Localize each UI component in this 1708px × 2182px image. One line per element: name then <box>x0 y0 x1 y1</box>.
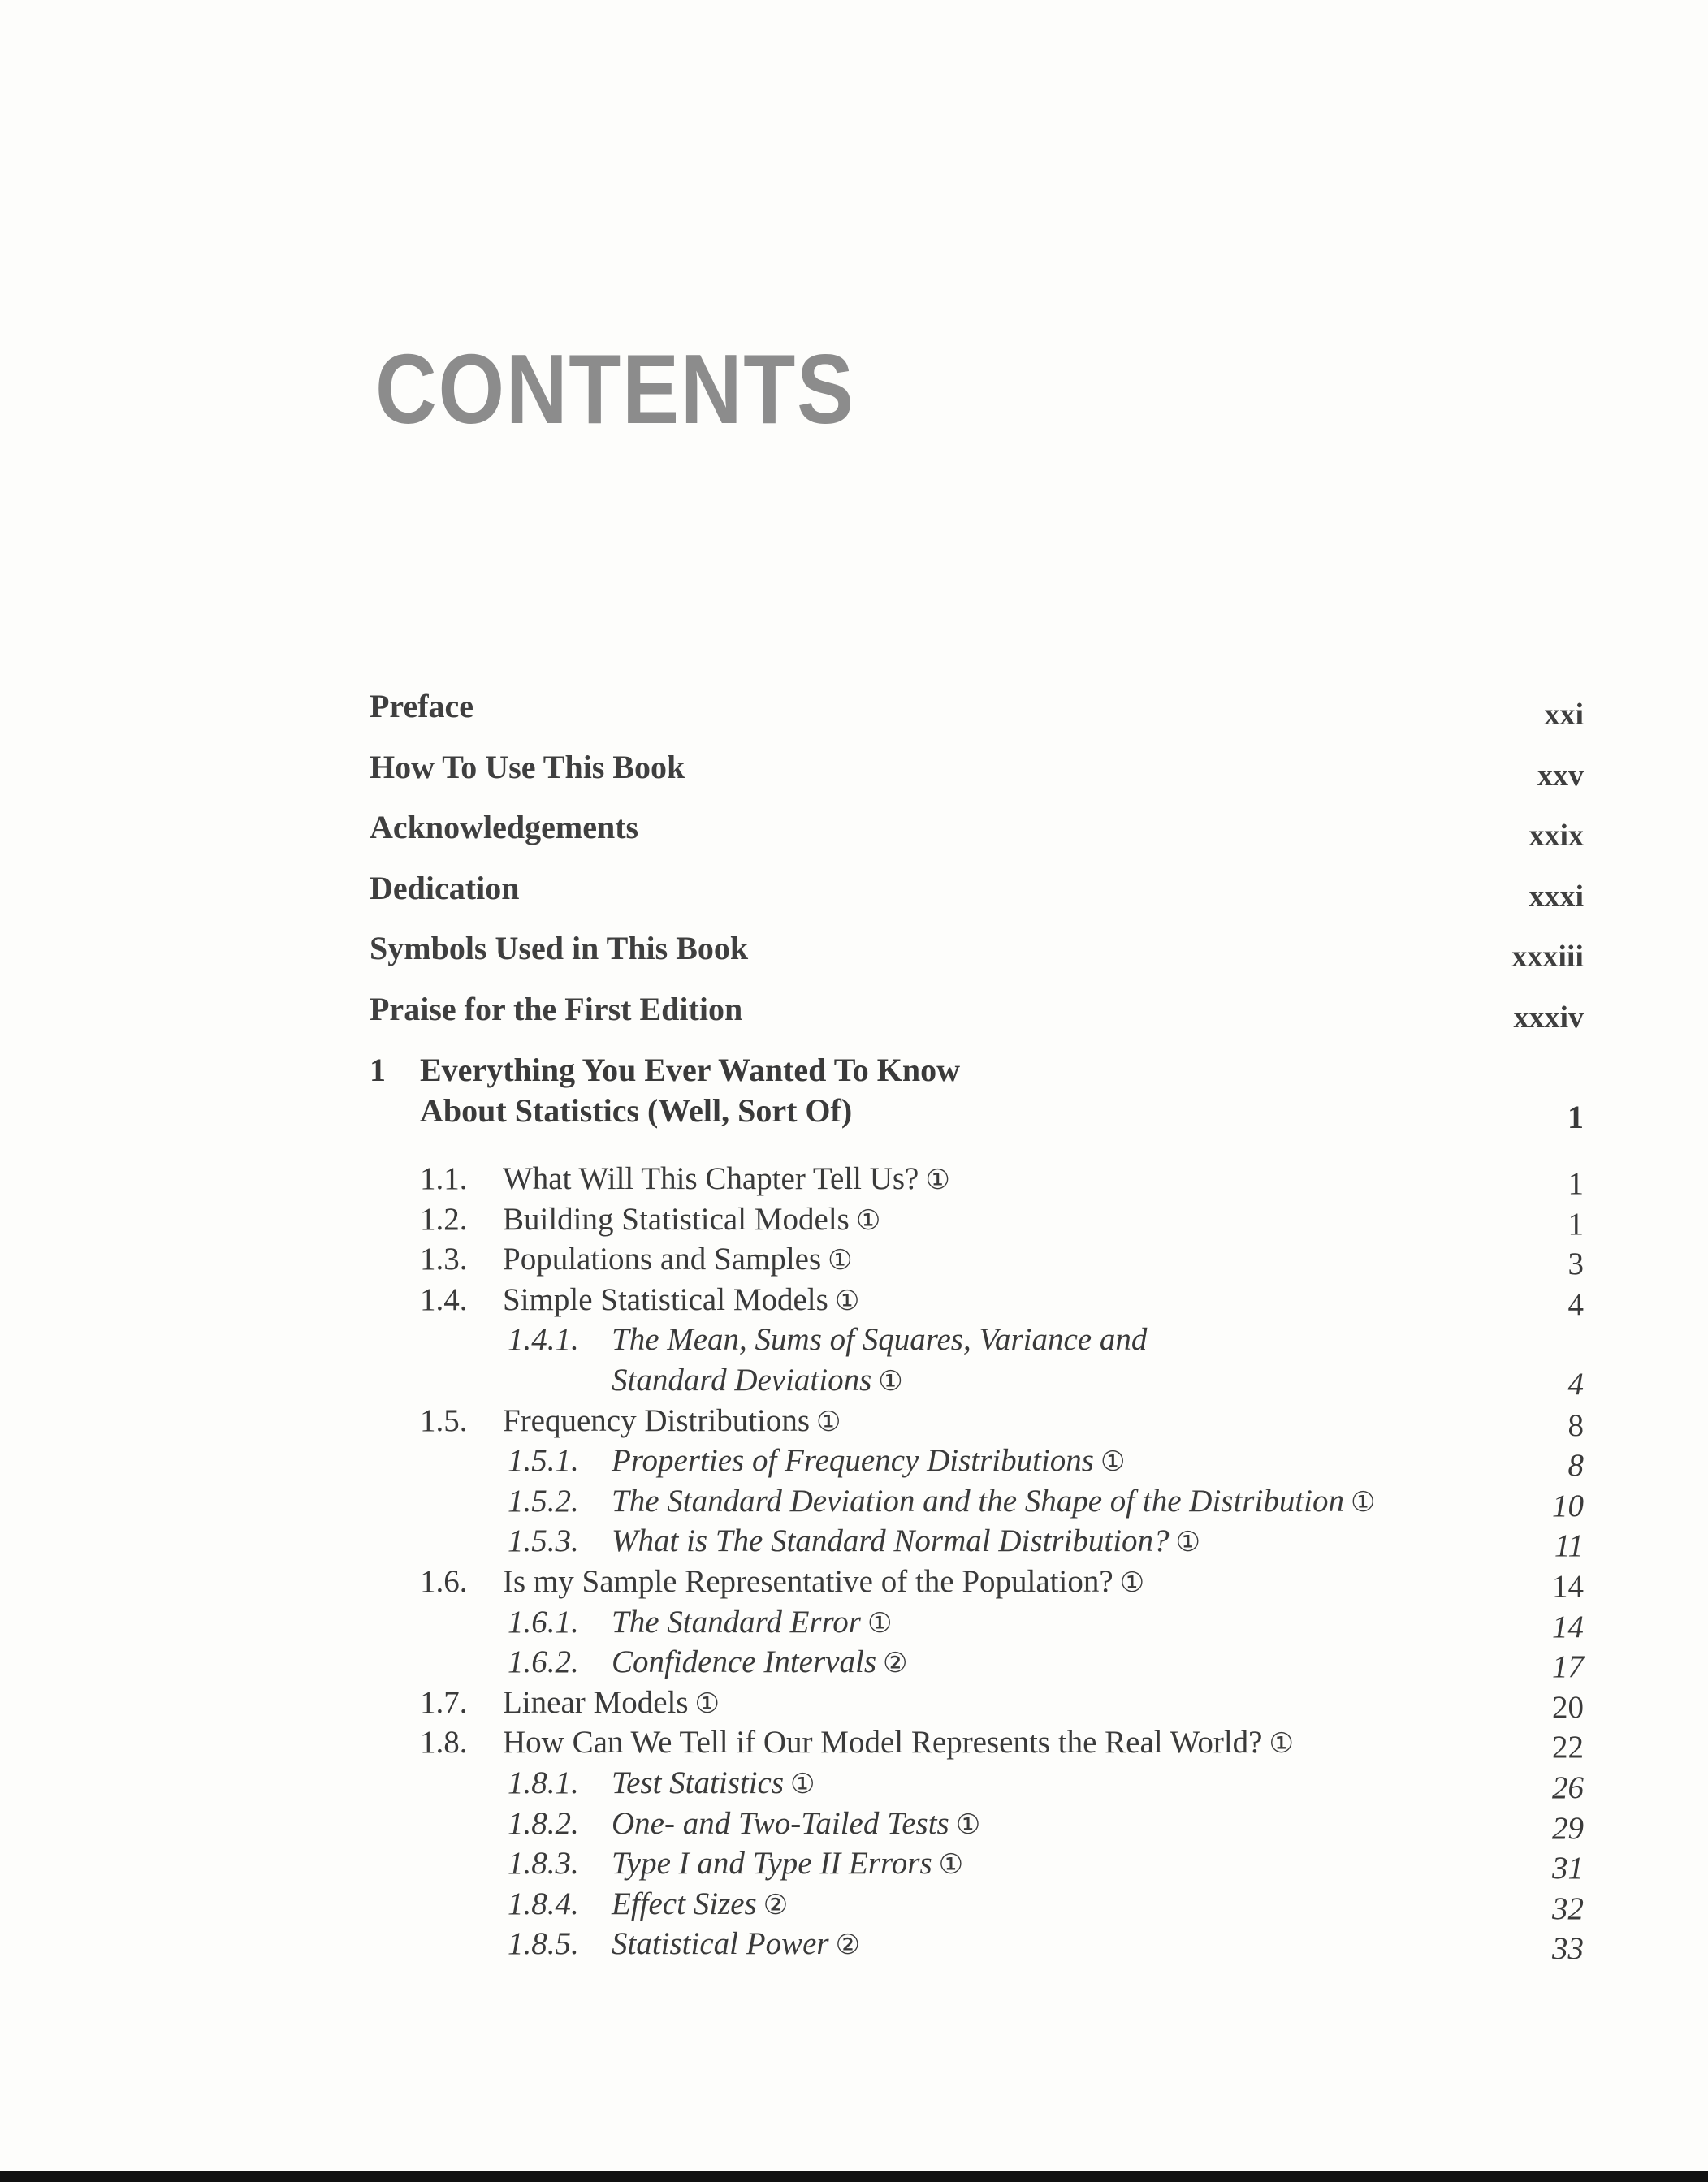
section-title <box>503 1199 1437 1242</box>
chapter-number: 1 <box>370 1052 386 1088</box>
section-title-text: Frequency Distributions <box>503 1402 811 1438</box>
subsection-title-text: Effect Sizes <box>612 1886 757 1921</box>
toc-section <box>370 1239 1584 1280</box>
toc-entry-acknowledgements <box>370 808 1584 869</box>
subsection-title-text: What is The Standard Normal Distribution? <box>612 1523 1170 1559</box>
toc-entry-symbols <box>370 929 1584 990</box>
difficulty-level-icon: ① <box>938 1850 964 1881</box>
subsection-page: 8 <box>1567 1448 1584 1484</box>
section-title-text: Is my Sample Representative of the Population? <box>503 1563 1113 1599</box>
section-page: 4 <box>1567 1286 1584 1322</box>
difficulty-level-icon: ② <box>835 1930 861 1961</box>
toc-entry-page: xxv <box>1537 758 1584 793</box>
toc-entry-page: xxxiv <box>1513 1000 1584 1035</box>
section-title-text: Simple Statistical Models <box>503 1281 828 1317</box>
toc-entry-title: Symbols Used in This Book <box>370 930 749 966</box>
section-title <box>503 1683 1437 1725</box>
subsection-title-text: Confidence Intervals <box>612 1644 876 1680</box>
toc-section <box>370 1401 1584 1441</box>
section-title <box>503 1562 1437 1604</box>
subsection-number: 1.8.1. <box>508 1765 579 1800</box>
subsection-title-text: Type I and Type II Errors <box>612 1846 932 1882</box>
toc-section <box>370 1199 1584 1240</box>
section-number: 1.8. <box>420 1725 468 1761</box>
toc-entry-title: Acknowledgements <box>370 809 639 845</box>
subsection-number: 1.5.3. <box>508 1523 579 1559</box>
subsection-page: 10 <box>1552 1488 1584 1523</box>
section-page: 1 <box>1567 1166 1584 1201</box>
toc-entry-page: xxix <box>1529 819 1584 853</box>
section-number: 1.3. <box>420 1242 468 1277</box>
subsection-title <box>612 1642 1546 1684</box>
subsection-title-text: Properties of Frequency Distributions <box>612 1443 1094 1479</box>
page-bottom-edge <box>0 2171 1708 2182</box>
subsection-title <box>612 1763 1546 1805</box>
toc-entry-page: xxxiii <box>1511 940 1584 974</box>
toc-subsection <box>370 1804 1584 1844</box>
subsection-title <box>612 1481 1546 1523</box>
toc-entry-page: xxxi <box>1529 879 1584 914</box>
chapter-title-line-1: Everything You Ever Wanted To Know <box>420 1052 960 1088</box>
difficulty-level-icon: ② <box>883 1648 908 1679</box>
section-number: 1.4. <box>420 1281 468 1317</box>
difficulty-level-icon: ① <box>816 1406 841 1437</box>
difficulty-level-icon: ① <box>1351 1487 1376 1518</box>
toc-subsection <box>370 1642 1584 1683</box>
section-number: 1.7. <box>420 1684 468 1720</box>
toc-entry-how-to-use <box>370 748 1584 809</box>
section-page: 22 <box>1552 1730 1584 1765</box>
toc-section <box>370 1722 1584 1763</box>
subsection-title <box>612 1843 1546 1886</box>
toc-subsection <box>370 1521 1584 1562</box>
toc-subsection <box>370 1481 1584 1522</box>
page-title: CONTENTS <box>375 334 855 444</box>
difficulty-level-icon: ① <box>955 1809 981 1840</box>
subsection-number: 1.8.4. <box>508 1886 579 1921</box>
difficulty-level-icon: ① <box>855 1205 881 1236</box>
section-number: 1.2. <box>420 1201 468 1237</box>
subsection-number: 1.5.2. <box>508 1483 579 1519</box>
subsection-title-line-1: The Mean, Sums of Squares, Variance and <box>612 1322 1148 1358</box>
subsection-title <box>612 1441 1546 1483</box>
difficulty-level-icon: ① <box>828 1246 853 1277</box>
toc-entry-dedication <box>370 869 1584 930</box>
chapter-title <box>420 1050 960 1131</box>
section-page: 3 <box>1567 1247 1584 1282</box>
toc-section <box>370 1280 1584 1320</box>
subsection-title-text: Test Statistics <box>612 1765 785 1800</box>
section-page: 14 <box>1552 1568 1584 1604</box>
subsection-title <box>612 1602 1546 1644</box>
section-number: 1.1. <box>420 1161 468 1196</box>
difficulty-level-icon: ① <box>1175 1527 1201 1558</box>
subsection-title <box>612 1320 1546 1402</box>
section-page: 8 <box>1567 1407 1584 1443</box>
section-title <box>503 1280 1437 1322</box>
toc-subsection <box>370 1924 1584 1967</box>
subsection-number: 1.8.5. <box>508 1926 579 1962</box>
toc-entry-title: Praise for the First Edition <box>370 990 743 1027</box>
difficulty-level-icon: ① <box>1119 1567 1145 1598</box>
subsection-title-text: Statistical Power <box>612 1926 829 1962</box>
difficulty-level-icon: ① <box>878 1366 903 1397</box>
subsection-number: 1.8.3. <box>508 1846 579 1882</box>
subsection-title-text: One- and Two-Tailed Tests <box>612 1805 949 1841</box>
toc-entry-title: Preface <box>370 688 474 724</box>
toc-subsection <box>370 1884 1584 1925</box>
toc-subsection <box>370 1843 1584 1884</box>
section-page: 1 <box>1567 1206 1584 1242</box>
subsection-page: 14 <box>1552 1609 1584 1644</box>
toc-entry-page: xxi <box>1544 698 1584 732</box>
chapter-title-line-2: About Statistics (Well, Sort Of) <box>420 1092 853 1129</box>
subsection-page: 17 <box>1552 1649 1584 1685</box>
section-title-text: Populations and Samples <box>503 1242 822 1277</box>
section-title-text: What Will This Chapter Tell Us? <box>503 1161 919 1196</box>
section-title-text: Building Statistical Models <box>503 1201 850 1237</box>
subsection-number: 1.5.1. <box>508 1443 579 1479</box>
subsection-page: 32 <box>1552 1890 1584 1926</box>
subsection-title-text: The Standard Error <box>612 1604 861 1640</box>
section-title <box>503 1239 1437 1281</box>
subsection-title-line-2: Standard Deviations <box>612 1362 872 1398</box>
section-number: 1.5. <box>420 1402 468 1438</box>
subsection-page: 31 <box>1552 1851 1584 1886</box>
difficulty-level-icon: ① <box>925 1165 950 1195</box>
subsection-title <box>612 1884 1546 1926</box>
table-of-contents <box>370 687 1584 1967</box>
toc-section <box>370 1683 1584 1723</box>
difficulty-level-icon: ① <box>1269 1729 1294 1760</box>
section-number: 1.6. <box>420 1563 468 1599</box>
toc-section <box>370 1159 1584 1199</box>
toc-chapter-1 <box>370 1050 1584 1159</box>
chapter-page: 1 <box>1567 1099 1584 1135</box>
section-title <box>503 1159 1437 1201</box>
difficulty-level-icon: ② <box>763 1890 789 1921</box>
toc-entry-title: Dedication <box>370 869 520 906</box>
subsection-number: 1.8.2. <box>508 1805 579 1841</box>
subsection-number: 1.4.1. <box>508 1322 579 1358</box>
difficulty-level-icon: ① <box>834 1285 860 1316</box>
difficulty-level-icon: ① <box>1100 1447 1126 1478</box>
section-page: 20 <box>1552 1689 1584 1725</box>
toc-section <box>370 1562 1584 1602</box>
toc-subsection <box>370 1320 1584 1400</box>
difficulty-level-icon: ① <box>867 1608 893 1639</box>
subsection-page: 4 <box>1567 1367 1584 1402</box>
toc-entry-preface <box>370 687 1584 748</box>
subsection-page: 11 <box>1554 1528 1584 1564</box>
toc-subsection <box>370 1763 1584 1804</box>
toc-subsection <box>370 1441 1584 1484</box>
subsection-page: 29 <box>1552 1810 1584 1846</box>
toc-subsection <box>370 1602 1584 1643</box>
subsection-title <box>612 1521 1546 1563</box>
section-title <box>503 1401 1437 1443</box>
subsection-page: 26 <box>1552 1769 1584 1805</box>
subsection-title-text: The Standard Deviation and the Shape of the Distribution <box>612 1483 1344 1519</box>
section-title-text: Linear Models <box>503 1684 689 1720</box>
toc-entry-title: How To Use This Book <box>370 748 685 785</box>
subsection-page: 33 <box>1552 1931 1584 1967</box>
subsection-title <box>612 1804 1546 1846</box>
difficulty-level-icon: ① <box>694 1688 720 1719</box>
difficulty-level-icon: ① <box>790 1769 815 1800</box>
subsection-number: 1.6.1. <box>508 1604 579 1640</box>
section-title <box>503 1722 1437 1765</box>
subsection-number: 1.6.2. <box>508 1644 579 1680</box>
toc-entry-praise <box>370 990 1584 1051</box>
section-title-text: How Can We Tell if Our Model Represents the Real World? <box>503 1725 1263 1761</box>
subsection-title <box>612 1924 1546 1966</box>
